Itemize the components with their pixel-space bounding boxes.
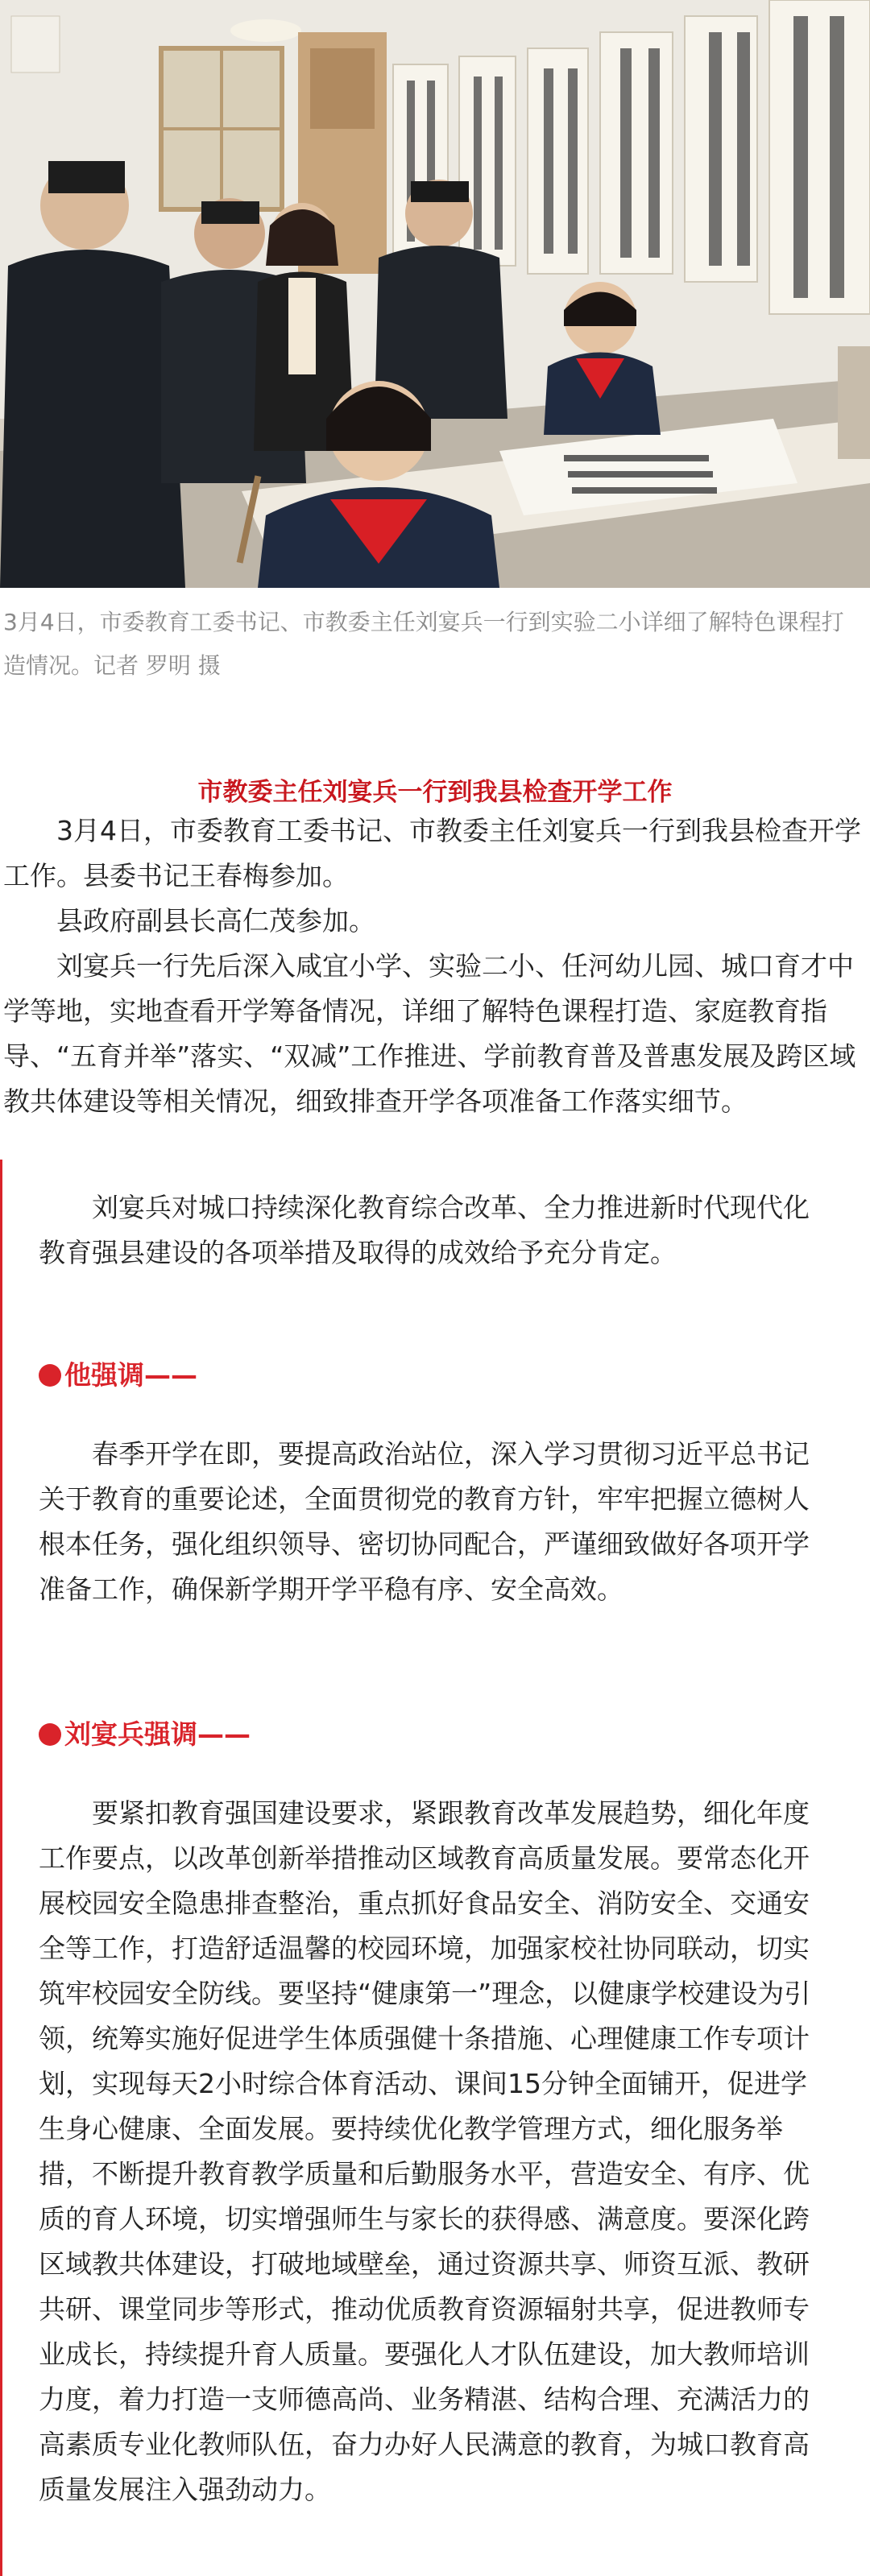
section-heading-text: 他强调—— (64, 1359, 197, 1391)
quote-left-rule (0, 1160, 2, 2576)
photo-caption: 3月4日，市委教育工委书记、市教委主任刘宴兵一行到实验二小详细了解特色课程打造情况。记者 罗明 摄 (3, 609, 844, 679)
paragraph-spring-opening: 春季开学在即，要提高政治站位，深入学习贯彻习近平总书记关于教育的重要论述，全面贯彻党的教育方针，牢牢把握立德树人根本任务，强化组织领导、密切协同配合，严谨细致做好各项开学准备工作，确保新学期开学平稳有序、安全高效。 (39, 1438, 810, 1605)
classroom-calligraphy-photo (0, 0, 870, 588)
section-heading-liu-emphasized (39, 1712, 251, 1757)
red-dot-icon (39, 1364, 61, 1387)
paragraph-requirements: 要紧扣教育强国建设要求，紧跟教育改革发展趋势，细化年度工作要点，以改革创新举措推动区域教育高质量发展。要常态化开展校园安全隐患排查整治，重点抓好食品安全、消防安全、交通安全等工作，打造舒适温馨的校园环境，加强家校社协同联动，切实筑牢校园安全防线。要坚持“健康第一”理念，以健康学校建设为引领，统筹实施好促进学生体质强健十条措施、心理健康工作专项计划，实现每天2小时综合体育活动、课间15分钟全面铺开，促进学生身心健康、全面发展。要持续优化教学管理方式，细化服务举措，不断提升教育教学质量和后勤服务水平，营造安全、有序、优质的育人环境，切实增强师生与家长的获得感、满意度。要深化跨区域教共体建设，打破地域壁垒，通过资源共享、师资互派、教研共研、课堂同步等形式，推动优质教育资源辐射共享，促进教师专业成长，持续提升育人质量。要强化人才队伍建设，加大教师培训力度，着力打造一支师德高尚、业务精湛、结构合理、充满活力的高素质专业化教师队伍，奋力办好人民满意的教育，为城口教育高质量发展注入强劲动力。 (39, 1797, 811, 2505)
news-photo (0, 0, 870, 588)
red-dot-icon (39, 1723, 61, 1746)
section-heading-text: 刘宴兵强调—— (64, 1718, 251, 1750)
paragraph-attendee: 县政府副县长高仁茂参加。 (56, 905, 375, 937)
article-headline: 市教委主任刘宴兵一行到我县检查开学工作 (197, 778, 673, 807)
section-heading-he-emphasized (39, 1353, 197, 1398)
paragraph-affirmation: 刘宴兵对城口持续深化教育综合改革、全力推进新时代现代化教育强县建设的各项举措及取得的成效给予充分肯定。 (39, 1192, 810, 1268)
paragraph-inspection: 刘宴兵一行先后深入咸宜小学、实验二小、任河幼儿园、城口育才中学等地，实地查看开学筹备情况，详细了解特色课程打造、家庭教育指导、“五育并举”落实、“双减”工作推进、学前教育普及普惠发展及跨区域教共体建设等相关情况，细致排查开学各项准备工作落实细节。 (3, 950, 856, 1117)
paragraph-intro: 3月4日，市委教育工委书记、市教委主任刘宴兵一行到我县检查开学工作。县委书记王春梅参加。 (3, 815, 861, 891)
